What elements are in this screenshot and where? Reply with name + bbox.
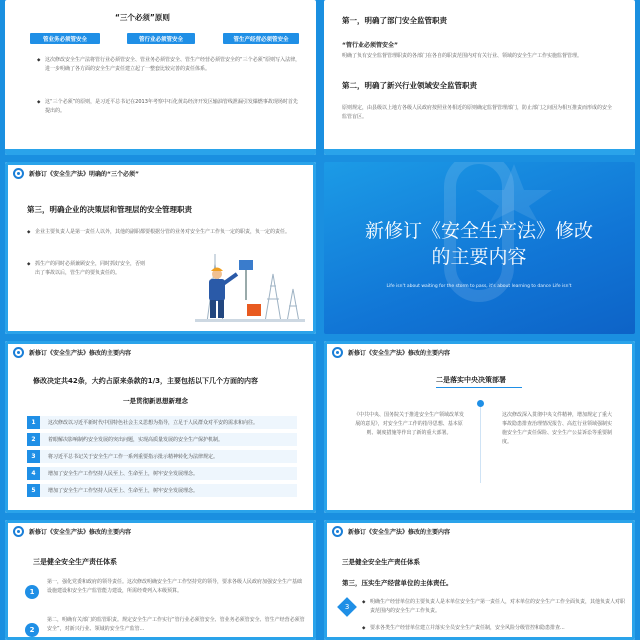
logo-icon: [332, 526, 343, 537]
step-number: 1: [25, 585, 39, 599]
step-number: 2: [25, 623, 39, 637]
intro-text: 修改决定共42条，大约占原来条款的1/3，主要包括以下几个方面的内容: [33, 377, 259, 385]
slide-three-musts[interactable]: [5, 0, 316, 155]
right-paragraph: 这次修改深入贯彻中央文件精神，增加规定了重大事故隐患排查治理情况报告、高危行业领域强制实施安全生产责任保险、安全生产公益诉讼等重要制度。: [502, 412, 613, 445]
slide-new-ideas[interactable]: [5, 341, 316, 513]
bullet-2: ◆ 要求各类生产经营单位建立并落实全员安全生产责任制，安全风险分级管控和隐患排查...: [370, 624, 626, 633]
section-heading: 二是落实中央决策部署: [436, 376, 506, 384]
paragraph-2: ◆ 这“三个必须”的原则，是习近平总书记在2013年考察中石化黄岛经济开发区输油管线泄漏引发爆燃事故现场时首先提出的。: [45, 98, 301, 116]
slide-enterprise-duties[interactable]: [324, 520, 635, 640]
bottom-bar: [5, 149, 316, 155]
list-item: 1 这次修改以习近平新时代中国特色社会主义思想为指导，立足于人民群众对平安的需求和向往。: [27, 416, 297, 429]
bullet-2: ◆ 抓生产的同时必须兼顾安全，同时抓好安全，否则出了事故以后，管生产的要负责任的。: [35, 260, 145, 278]
header-text: 新修订《安全生产法》明确的“三个必须”: [29, 170, 139, 178]
star-decoration: [454, 162, 574, 222]
slide-responsibility-system[interactable]: [5, 520, 316, 640]
list-item: 4 增加了安全生产工作坚持人民至上、生命至上，树牢安全发展理念。: [27, 467, 297, 480]
bottom-bar: [324, 149, 635, 155]
heading-first: 第一，明确了部门安全监管职责: [342, 16, 447, 25]
paragraph-1: 明确了负有安全监督管理职责的各部门在各自的职责范围内对有关行业、领域的安全生产工作实施监督管理。: [342, 53, 583, 59]
heading-underline: [436, 387, 522, 388]
slide-header: [324, 341, 635, 363]
slide-title-section[interactable]: [324, 162, 635, 334]
divider-dot: [477, 400, 484, 407]
slide-header: [324, 520, 635, 542]
pill-industry: 管行业必须管安全: [127, 33, 195, 44]
left-paragraph: 《中共中央、国务院关于推进安全生产领域改革发展的意见》，对安全生产工作的指导思想、基本原则、制度措施等作出了新的重大部署。: [354, 412, 465, 436]
section-heading: 三是健全安全生产责任体系: [33, 558, 117, 566]
item-2: 第二，明确有关部门的监管职责。规定安全生产工作实行“管行业必须管安全、管业务必须管安全、管生产经营必须管安全”，对新兴行业、领域的安全生产监管...: [47, 617, 305, 632]
slide-department-duties[interactable]: [324, 0, 635, 155]
logo-icon: [13, 168, 24, 179]
paragraph-2: 原则规定，由县级以上地方各级人民政府按照业务相近的原则确定监督管理部门，防止部门之间因为相互推责而形成的安全监管盲区。: [342, 105, 613, 120]
slide-title: “三个必须”原则: [115, 13, 170, 22]
sub-heading: 第三，压实生产经营单位的主体责任。: [342, 579, 453, 587]
heading-second: 第二，明确了新兴行业领域安全监管职责: [342, 81, 477, 90]
list-item: 3 将习近平总书记关于安全生产工作一系列重要指示批示精神转化为法律规定。: [27, 450, 297, 463]
heading-third: 第三，明确企业的决策层和管理层的安全管理职责: [27, 205, 192, 214]
slide-central-decisions[interactable]: [324, 341, 635, 513]
logo-icon: [13, 347, 24, 358]
list-item: 2 着眼解决影响制约安全发展的突出问题，实现高质量发展的安全生产保护机制。: [27, 433, 297, 446]
header-text: 新修订《安全生产法》修改的主要内容: [348, 349, 451, 357]
logo-icon: [332, 347, 343, 358]
slide-header: [5, 162, 316, 184]
title-line-2: 的主要内容: [431, 246, 527, 268]
divider: [480, 403, 481, 483]
slide-header: [5, 341, 316, 363]
header-text: 新修订《安全生产法》修改的主要内容: [348, 528, 451, 536]
header-text: 新修订《安全生产法》修改的主要内容: [29, 349, 132, 357]
english-subtitle: Life isn't about waiting for the storm to pass, it's about learning to dance Life isn't: [386, 284, 572, 289]
header-text: 新修订《安全生产法》修改的主要内容: [29, 528, 132, 536]
section-heading: 三是健全安全生产责任体系: [342, 558, 420, 566]
bullet-1: ◆ 明确生产经营单位的主要负责人是本单位安全生产第一责任人，对本单位的安全生产工作全面负责，其他负责人对职责范围内的安全生产工作负责。: [370, 598, 626, 616]
title-line-1: 新修订《安全生产法》修改: [364, 220, 593, 242]
logo-icon: [13, 526, 24, 537]
pill-production: 管生产经营必须管安全: [223, 33, 299, 44]
item-1: 第一，强化党委和政府的领导责任。这次修改明确安全生产工作坚持党的领导，要求各级人民政府加强安全生产基础设施建设和安全生产监管能力建设，所需经费列入本级预算。: [47, 579, 303, 594]
step-number: 3: [337, 597, 357, 617]
paragraph-1: ◆ 这次修改安全生产法将管行业必须管安全、管业务必须管安全、管生产经营必须管安全的“三个必须”原则写入法律，进一步明确了各方面的安全生产责任建立起了一整套比较完善的责任体系。: [45, 56, 301, 74]
section-title: [344, 218, 614, 270]
worker-illustration: [195, 244, 305, 322]
pill-business: 管业务必须管安全: [30, 33, 100, 44]
slide-header: [5, 520, 316, 542]
subtitle: 一是贯彻新思想新理念: [123, 397, 188, 405]
slide-management-duties[interactable]: [5, 162, 316, 334]
list-item: 5 增加了安全生产工作坚持人民至上、生命至上，树牢安全发展理念。: [27, 484, 297, 497]
quote-industry: “管行业必须管安全”: [342, 42, 398, 49]
bullet-1: ◆ 企业主要负责人是第一责任人以外，其他的副职都要根据分管的业务对安全生产工作负一定的职责，负一定的责任。: [35, 228, 305, 237]
